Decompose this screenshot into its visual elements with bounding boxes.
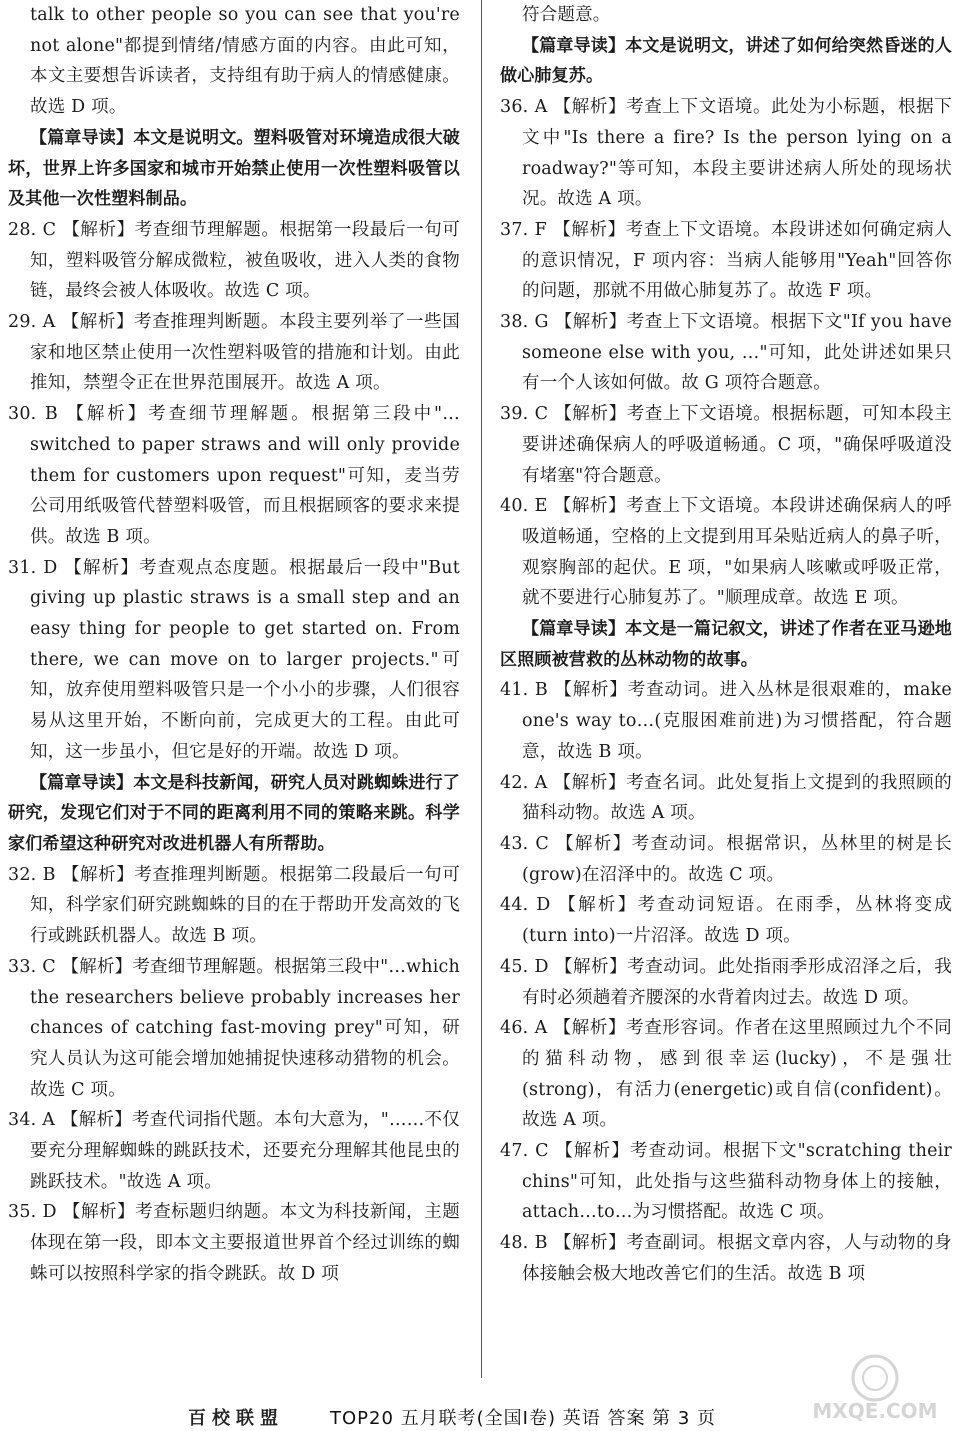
right-column <box>500 0 952 1290</box>
answer-item: 36. A 【解析】考查上下文语境。此处为小标题，根据下文中"Is there a fire? Is the person lying on a roadway?"等可知，本段主要讲述病人所处的现场状况。故选 A 项。 <box>500 97 952 210</box>
answer-item: 28. C 【解析】考查细节理解题。根据第一段最后一句可知，塑料吸管分解成微粒，被鱼吸收，进入人类的食物链，最终会被人体吸收。故选 C 项。 <box>8 219 460 302</box>
logo-text: 百校联盟 <box>188 1408 284 1429</box>
footer-text: TOP20 五月联考(全国Ⅰ卷) 英语 答案 第 3 页 <box>330 1408 717 1429</box>
left-column <box>8 0 460 1290</box>
answer-item: 48. B 【解析】考查副词。根据文章内容，人与动物的身体接触会极大地改善它们的生活。故选 B 项 <box>500 1233 952 1284</box>
chapter-guide: 【篇章导读】本文是说明文，讲述了如何给突然昏迷的人做心肺复苏。 <box>500 35 952 87</box>
column-divider <box>481 0 482 1378</box>
answer-item: 42. A 【解析】考查名词。此处复指上文提到的我照顾的猫科动物。故选 A 项。 <box>500 772 952 824</box>
answer-item: 46. A 【解析】考查形容词。作者在这里照顾过九个不同的猫科动物，感到很幸运(lucky)，不是强壮(strong)，有活力(energetic)或自信(confident)。故选 A 项。 <box>500 1018 952 1131</box>
continuation-text: 符合题意。 <box>522 5 611 25</box>
answer-item: 40. E 【解析】考查上下文语境。本段讲述确保病人的呼吸道畅通，空格的上文提到用耳朵贴近病人的鼻子听，观察胸部的起伏。E 项，"如果病人咳嗽或呼吸正常，就不要进行心肺复苏了。"顺理成章。故选 E 项。 <box>500 496 952 609</box>
watermark-text: MXQE.COM <box>812 1399 938 1423</box>
answer-item: 34. A 【解析】考查代词指代题。本句大意为，"……不仅要充分理解蜘蛛的跳跃技术，还要充分理解其他昆虫的跳跃技术。"故选 A 项。 <box>8 1110 460 1192</box>
answer-item: 37. F 【解析】考查上下文语境。本段讲述如何确定病人的意识情况，F 项内容：当病人能够用"Yeah"回答你的问题，那就不用做心肺复苏了。故选 F 项。 <box>500 219 952 302</box>
answer-item: 32. B 【解析】考查推理判断题。根据第二段最后一句可知，科学家们研究跳蜘蛛的目的在于帮助开发高效的飞行或跳跃机器人。故选 B 项。 <box>8 864 460 947</box>
chapter-guide: 【篇章导读】本文是说明文。塑料吸管对环境造成很大破坏，世界上许多国家和城市开始禁止使用一次性塑料吸管以及其他一次性塑料制品。 <box>8 127 460 210</box>
answer-item: 44. D 【解析】考查动词短语。在雨季，丛林将变成(turn into)一片沼泽。故选 D 项。 <box>500 895 952 947</box>
answer-item: 31. D 【解析】考查观点态度题。根据最后一段中"But giving up plastic straws is a small step and an easy thing for people to get started on. From there, we can move on to larger projects."可知，放弃使用塑料吸管只是一个小小的步骤，人们很容易从这里开始，不断向前，完成更大的工程。由此可知，这一步虽小，但它是好的开端。故选 D 项。 <box>8 557 460 762</box>
answer-item: 47. C 【解析】考查动词。根据下文"scratching their chins"可知，此处指与这些猫科动物身体上的接触，attach…to…为习惯搭配。故选 C 项。 <box>500 1141 952 1223</box>
chapter-guide: 【篇章导读】本文是科技新闻，研究人员对跳蜘蛛进行了研究，发现它们对于不同的距离利用不同的策略来跳。科学家们希望这种研究对改进机器人有所帮助。 <box>8 772 460 854</box>
answer-item: 33. C 【解析】考查细节理解题。根据第三段中"…which the researchers believe probably increases her chances of catching fast-moving prey"可知，研究人员认为这可能会增加她捕捉快速移动猎物的机会。故选 C 项。 <box>8 956 461 1100</box>
chapter-guide: 【篇章导读】本文是一篇记叙文，讲述了作者在亚马逊地区照顾被营救的丛林动物的故事。 <box>500 619 952 670</box>
continuation-text: talk to other people so you can see that you're not alone"都提到情绪/情感方面的内容。由此可知，本文主要想告诉读者，支持组有助于病人的情感健康。故选 D 项。 <box>30 5 460 118</box>
answer-item: 29. A 【解析】考查推理判断题。本段主要列举了一些国家和地区禁止使用一次性塑料吸管的措施和计划。由此推知，禁塑令正在世界范围展开。故选 A 项。 <box>8 312 460 394</box>
answer-item: 35. D 【解析】考查标题归纳题。本文为科技新闻，主题体现在第一段，即本文主要报道世界首个经过训练的蜘蛛可以按照科学家的指令跳跃。故 D 项 <box>8 1202 460 1284</box>
answer-item: 45. D 【解析】考查动词。此处指雨季形成沼泽之后，我有时必须趟着齐腰深的水背着肉过去。故选 D 项。 <box>500 956 952 1008</box>
answer-item: 39. C 【解析】考查上下文语境。根据标题，可知本段主要讲述确保病人的呼吸道畅通。C 项，"确保呼吸道没有堵塞"符合题意。 <box>500 404 952 486</box>
answer-item: 38. G 【解析】考查上下文语境。根据下文"If you have someone else with you, …"可知，此处讲述如果只有一个人该如何做。故 G 项符合题意。 <box>500 312 952 394</box>
answer-item: 43. C 【解析】考查动词。根据常识，丛林里的树是长(grow)在沼泽中的。故选 C 项。 <box>500 833 952 885</box>
logo <box>188 1404 284 1430</box>
page-footer <box>0 1400 960 1431</box>
answer-item: 30. B 【解析】考查细节理解题。根据第三段中"…switched to paper straws and will only provide them for customers upon request"可知，麦当劳公司用纸吸管代替塑料吸管，而且根据顾客的要求来提供。故选 B 项。 <box>8 404 460 547</box>
answer-item: 41. B 【解析】考查动词。进入丛林是很艰难的，make one's way to…(克服困难前进)为习惯搭配，符合题意，故选 B 项。 <box>500 680 952 762</box>
